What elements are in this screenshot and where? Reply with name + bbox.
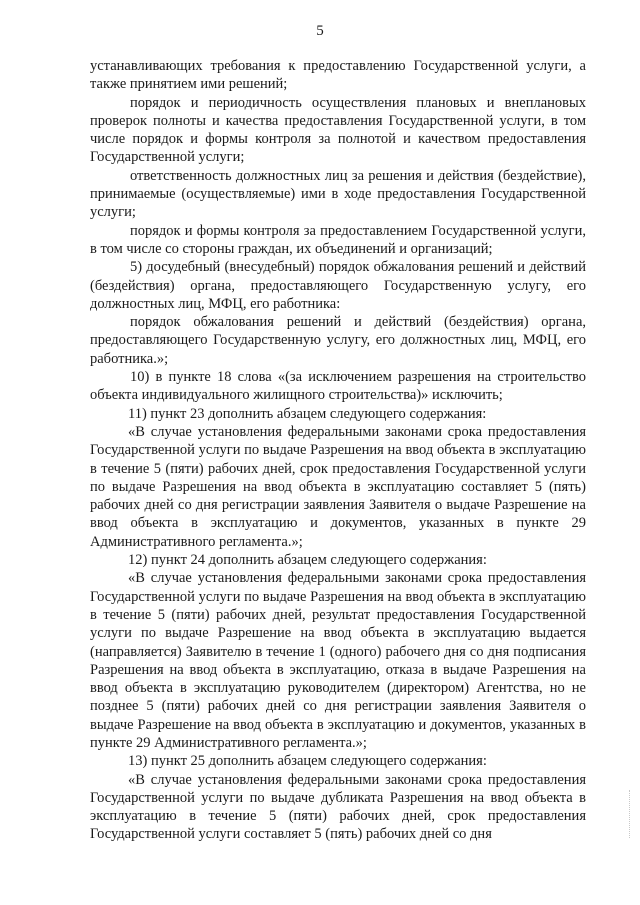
paragraph-12: 13) пункт 25 дополнить абзацем следующего содержания:: [128, 753, 487, 770]
page-number: 5: [316, 23, 324, 39]
paragraph-9: «В случае установления федеральными законами срока предоставления Государственной услуги по выдаче Разрешения на ввод объекта в эксплуатацию в течение 5 (пяти) рабочих дней, срок предоставления Государственной услуги по выдаче Разрешения на ввод объекта в эксплуатацию составляет 5 (пять) рабочих дней со дня регистрации заявления Заявителя о выдаче Разрешение на ввод объекта в эксплуатацию и документов, указанных в пункте 29 Административного регламента.»;: [90, 423, 586, 550]
paragraph-5: 5) досудебный (внесудебный) порядок обжалования решений и действий (бездействия) органа, предоставляющего Государственную услугу, его должностных лиц, МФЦ, его работника:: [90, 259, 586, 312]
paragraph-13: «В случае установления федеральными законами срока предоставления Государственной услуги по выдаче дубликата Разрешения на ввод объекта в эксплуатацию в течение 5 (пяти) рабочих дней, срок предоставления Государственной услуги составляет 5 (пять) рабочих дней со дня: [90, 771, 586, 843]
paragraph-11: «В случае установления федеральными законами срока предоставления Государственной услуги по выдаче Разрешения на ввод объекта в эксплуатацию в течение 5 (пяти) рабочих дней, результат предоставления Государственной услуги по выдаче Разрешение на ввод объекта в эксплуатацию выдается (направляется) Заявителю в течение 1 (одного) рабочего дня со дня подписания Разрешения на ввод объекта в эксплуатацию, отказа в выдаче Разрешения на ввод объекта в эксплуатацию руководителем (директором) Агентства, но не позднее 5 (пяти) рабочих дней со дня регистрации заявления Заявителя о выдаче Разрешение на ввод объекта в эксплуатацию и документов, указанных в пункте 29 Административного регламента.»;: [90, 570, 586, 751]
paragraph-6: порядок обжалования решений и действий (бездействия) органа, предоставляющего Государственную услугу, его должностных лиц, МФЦ, его работника.»;: [90, 314, 586, 367]
paragraph-4: порядок и формы контроля за предоставлением Государственной услуги, в том числе со стороны граждан, их объединений и организаций;: [90, 222, 586, 257]
paragraph-2: порядок и периодичность осуществления плановых и внеплановых проверок полноты и качества предоставления Государственной услуги, в том числе порядок и формы контроля за полнотой и качеством предоставления Государственной услуги;: [90, 94, 586, 166]
paragraph-3: ответственность должностных лиц за решения и действия (бездействие), принимаемые (осуществляемые) ими в ходе предоставления Государственной услуги;: [90, 167, 586, 221]
paragraph-7: 10) в пункте 18 слова «(за исключением разрешения на строительство объекта индивидуального жилищного строительства)» исключить;: [90, 369, 586, 404]
document-body: [90, 57, 586, 844]
scan-margin-mark: [629, 790, 632, 838]
paragraph-1: устанавливающих требования к предоставлению Государственной услуги, а также принятием ими решений;: [90, 58, 586, 93]
paragraph-10: 12) пункт 24 дополнить абзацем следующего содержания:: [128, 552, 487, 569]
paragraph-8: 11) пункт 23 дополнить абзацем следующего содержания:: [128, 405, 487, 422]
